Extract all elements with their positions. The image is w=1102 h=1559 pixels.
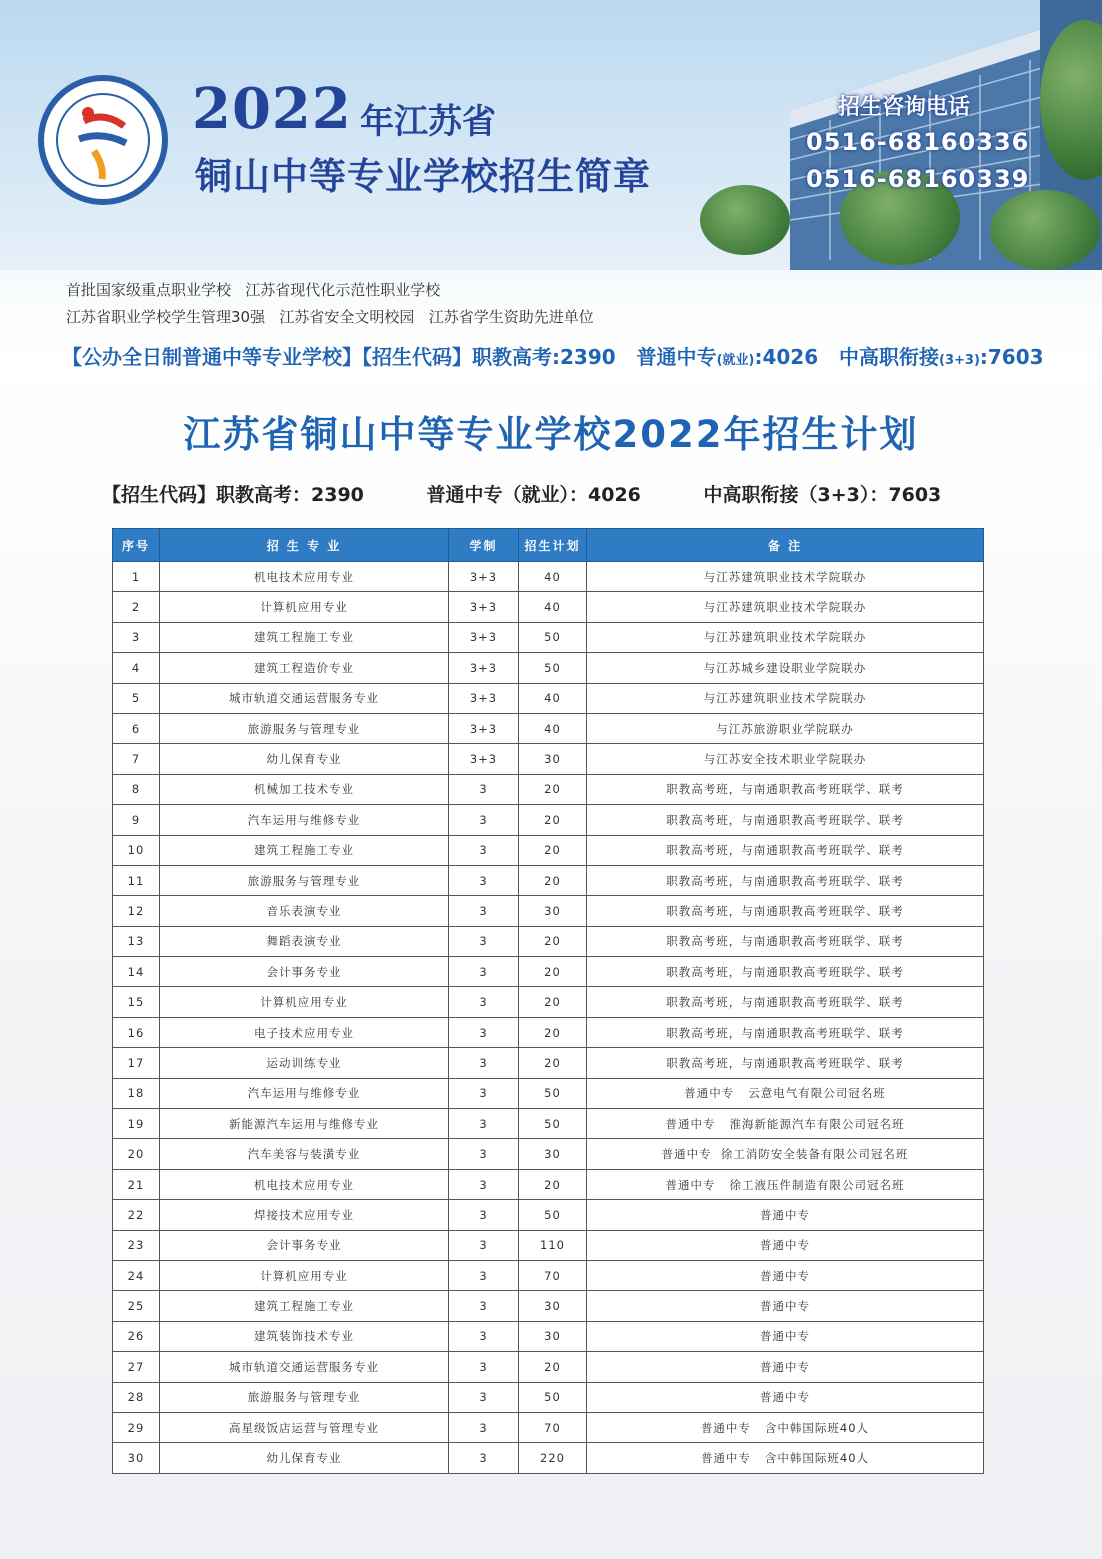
code-line-part-3: :7603	[979, 345, 1044, 369]
cell-major: 汽车运用与维修专业	[160, 805, 449, 835]
plan-codes	[102, 480, 997, 507]
cell-index: 11	[113, 865, 160, 895]
cell-index: 1	[113, 562, 160, 592]
cell-major: 焊接技术应用专业	[160, 1200, 449, 1230]
code-line-part-1: 【公办全日制普通中等专业学校】【招生代码】职教高考:2390 普通中专	[62, 345, 717, 369]
cell-quota: 20	[519, 1169, 587, 1199]
cell-index: 23	[113, 1230, 160, 1260]
title-year: 2022	[192, 76, 352, 142]
plan-title: 江苏省铜山中等专业学校2022年招生计划	[183, 413, 919, 456]
cell-remarks: 普通中专 淮海新能源汽车有限公司冠名班	[587, 1109, 984, 1139]
code-line-small-1: (就业)	[716, 353, 755, 368]
cell-quota: 30	[519, 744, 587, 774]
table-row	[113, 1169, 984, 1199]
table-row	[113, 1078, 984, 1108]
cell-remarks: 职教高考班，与南通职教高考班联学、联考	[587, 865, 984, 895]
cell-major: 汽车美容与装潢专业	[160, 1139, 449, 1169]
cell-major: 高星级饭店运营与管理专业	[160, 1412, 449, 1442]
cell-index: 21	[113, 1169, 160, 1199]
cell-major: 幼儿保育专业	[160, 1443, 449, 1473]
cell-quota: 40	[519, 562, 587, 592]
cell-quota: 20	[519, 926, 587, 956]
table-row	[113, 805, 984, 835]
cell-duration: 3	[449, 1139, 519, 1169]
cell-quota: 50	[519, 1078, 587, 1108]
cell-quota: 20	[519, 987, 587, 1017]
table-row	[113, 1048, 984, 1078]
cell-duration: 3+3	[449, 562, 519, 592]
title-line-2: 铜山中等专业学校招生简章	[195, 155, 651, 198]
cell-duration: 3	[449, 1048, 519, 1078]
table-row	[113, 865, 984, 895]
column-header-duration: 学制	[449, 529, 519, 562]
title-line-1: 年江苏省	[360, 102, 496, 142]
cell-quota: 20	[519, 1352, 587, 1382]
cell-major: 新能源汽车运用与维修专业	[160, 1109, 449, 1139]
enrollment-code-line	[62, 341, 1044, 370]
hotline-label: 招生咨询电话	[838, 95, 971, 120]
cell-major: 城市轨道交通运营服务专业	[160, 1352, 449, 1382]
cell-duration: 3	[449, 926, 519, 956]
cell-duration: 3+3	[449, 713, 519, 743]
table-row	[113, 1352, 984, 1382]
cell-major: 会计事务专业	[160, 1230, 449, 1260]
table-row	[113, 774, 984, 804]
cell-major: 建筑工程施工专业	[160, 1291, 449, 1321]
cell-duration: 3	[449, 1230, 519, 1260]
code-line-small-2: (3+3)	[939, 353, 980, 368]
table-row	[113, 835, 984, 865]
cell-remarks: 与江苏建筑职业技术学院联办	[587, 562, 984, 592]
cell-duration: 3	[449, 1321, 519, 1351]
plan-code-3plus3: 中高职衔接（3+3）：7603	[703, 484, 942, 506]
cell-index: 17	[113, 1048, 160, 1078]
cell-index: 19	[113, 1109, 160, 1139]
cell-quota: 50	[519, 1200, 587, 1230]
cell-remarks: 普通中专	[587, 1352, 984, 1382]
cell-remarks: 普通中专	[587, 1382, 984, 1412]
cell-quota: 70	[519, 1412, 587, 1442]
enrollment-plan-table	[112, 528, 984, 1474]
cell-remarks: 普通中专	[587, 1200, 984, 1230]
cell-duration: 3+3	[449, 622, 519, 652]
table-row	[113, 957, 984, 987]
cell-duration: 3	[449, 1352, 519, 1382]
cell-quota: 20	[519, 774, 587, 804]
cell-remarks: 职教高考班，与南通职教高考班联学、联考	[587, 957, 984, 987]
cell-major: 会计事务专业	[160, 957, 449, 987]
cell-index: 4	[113, 653, 160, 683]
cell-major: 城市轨道交通运营服务专业	[160, 683, 449, 713]
table-row	[113, 744, 984, 774]
school-logo	[38, 75, 168, 205]
table-row	[113, 1230, 984, 1260]
cell-duration: 3	[449, 865, 519, 895]
cell-remarks: 普通中专 徐工消防安全装备有限公司冠名班	[587, 1139, 984, 1169]
table-row	[113, 653, 984, 683]
table-row	[113, 713, 984, 743]
cell-index: 27	[113, 1352, 160, 1382]
code-line-part-2: :4026 中高职衔接	[754, 345, 940, 369]
plan-code-vocational: 【招生代码】职教高考：2390	[102, 484, 364, 506]
table-row	[113, 562, 984, 592]
cell-major: 汽车运用与维修专业	[160, 1078, 449, 1108]
cell-major: 建筑装饰技术专业	[160, 1321, 449, 1351]
table-row	[113, 622, 984, 652]
cell-remarks: 普通中专	[587, 1321, 984, 1351]
cell-major: 电子技术应用专业	[160, 1017, 449, 1047]
cell-major: 计算机应用专业	[160, 592, 449, 622]
cell-index: 16	[113, 1017, 160, 1047]
cell-remarks: 职教高考班，与南通职教高考班联学、联考	[587, 835, 984, 865]
cell-quota: 220	[519, 1443, 587, 1473]
cell-major: 音乐表演专业	[160, 896, 449, 926]
cell-remarks: 职教高考班，与南通职教高考班联学、联考	[587, 774, 984, 804]
cell-index: 3	[113, 622, 160, 652]
cell-major: 机械加工技术专业	[160, 774, 449, 804]
table-row	[113, 987, 984, 1017]
cell-remarks: 普通中专	[587, 1260, 984, 1290]
cell-index: 6	[113, 713, 160, 743]
cell-quota: 30	[519, 1321, 587, 1351]
cell-quota: 50	[519, 1109, 587, 1139]
cell-index: 25	[113, 1291, 160, 1321]
cell-index: 13	[113, 926, 160, 956]
cell-duration: 3	[449, 1382, 519, 1412]
table-row	[113, 683, 984, 713]
table-row	[113, 896, 984, 926]
cell-index: 8	[113, 774, 160, 804]
cell-major: 机电技术应用专业	[160, 1169, 449, 1199]
cell-quota: 30	[519, 1139, 587, 1169]
cell-quota: 50	[519, 1382, 587, 1412]
column-header-quota: 招生计划	[519, 529, 587, 562]
cell-index: 7	[113, 744, 160, 774]
cell-index: 30	[113, 1443, 160, 1473]
cell-duration: 3	[449, 1291, 519, 1321]
cell-major: 计算机应用专业	[160, 987, 449, 1017]
table-row	[113, 1260, 984, 1290]
cell-remarks: 职教高考班，与南通职教高考班联学、联考	[587, 987, 984, 1017]
table-header-row	[113, 529, 984, 562]
cell-quota: 50	[519, 653, 587, 683]
tree-decoration	[990, 190, 1100, 270]
cell-remarks: 职教高考班，与南通职教高考班联学、联考	[587, 805, 984, 835]
cell-quota: 20	[519, 957, 587, 987]
cell-remarks: 普通中专 含中韩国际班40人	[587, 1412, 984, 1442]
cell-remarks: 与江苏建筑职业技术学院联办	[587, 622, 984, 652]
cell-major: 建筑工程造价专业	[160, 653, 449, 683]
cell-remarks: 职教高考班，与南通职教高考班联学、联考	[587, 896, 984, 926]
cell-remarks: 普通中专 含中韩国际班40人	[587, 1443, 984, 1473]
cell-major: 旅游服务与管理专业	[160, 865, 449, 895]
cell-index: 20	[113, 1139, 160, 1169]
cell-major: 建筑工程施工专业	[160, 835, 449, 865]
cell-duration: 3	[449, 957, 519, 987]
cell-index: 18	[113, 1078, 160, 1108]
table-row	[113, 1412, 984, 1442]
cell-duration: 3	[449, 774, 519, 804]
table-row	[113, 1291, 984, 1321]
cell-duration: 3	[449, 1017, 519, 1047]
cell-index: 5	[113, 683, 160, 713]
cell-duration: 3	[449, 1260, 519, 1290]
table-row	[113, 1017, 984, 1047]
cell-quota: 110	[519, 1230, 587, 1260]
cell-remarks: 与江苏建筑职业技术学院联办	[587, 592, 984, 622]
cell-index: 29	[113, 1412, 160, 1442]
cell-quota: 20	[519, 835, 587, 865]
cell-quota: 50	[519, 622, 587, 652]
cell-remarks: 普通中专 徐工液压件制造有限公司冠名班	[587, 1169, 984, 1199]
column-header-remarks: 备 注	[587, 529, 984, 562]
column-header-index: 序号	[113, 529, 160, 562]
table-row	[113, 592, 984, 622]
cell-major: 运动训练专业	[160, 1048, 449, 1078]
cell-index: 10	[113, 835, 160, 865]
cell-remarks: 与江苏安全技术职业学院联办	[587, 744, 984, 774]
cell-index: 9	[113, 805, 160, 835]
table-row	[113, 1321, 984, 1351]
cell-duration: 3	[449, 1412, 519, 1442]
column-header-major: 招 生 专 业	[160, 529, 449, 562]
cell-major: 计算机应用专业	[160, 1260, 449, 1290]
cell-major: 舞蹈表演专业	[160, 926, 449, 956]
cell-major: 幼儿保育专业	[160, 744, 449, 774]
cell-quota: 30	[519, 896, 587, 926]
cell-quota: 40	[519, 683, 587, 713]
header-banner	[0, 0, 1102, 270]
cell-quota: 20	[519, 805, 587, 835]
cell-remarks: 职教高考班，与南通职教高考班联学、联考	[587, 926, 984, 956]
table-body	[113, 562, 984, 1474]
cell-duration: 3	[449, 1078, 519, 1108]
table-row	[113, 1382, 984, 1412]
cell-remarks: 普通中专	[587, 1291, 984, 1321]
cell-major: 旅游服务与管理专业	[160, 1382, 449, 1412]
cell-duration: 3+3	[449, 683, 519, 713]
cell-index: 12	[113, 896, 160, 926]
cell-quota: 40	[519, 713, 587, 743]
cell-quota: 40	[519, 592, 587, 622]
hotline-number-2: 0516-68160339	[806, 165, 1030, 193]
cell-quota: 20	[519, 1017, 587, 1047]
cell-remarks: 职教高考班，与南通职教高考班联学、联考	[587, 1048, 984, 1078]
table-row	[113, 926, 984, 956]
cell-index: 28	[113, 1382, 160, 1412]
cell-remarks: 与江苏城乡建设职业学院联办	[587, 653, 984, 683]
cell-duration: 3+3	[449, 592, 519, 622]
logo-emblem-icon	[44, 81, 162, 199]
tree-decoration	[700, 185, 790, 255]
cell-quota: 20	[519, 865, 587, 895]
cell-duration: 3	[449, 896, 519, 926]
cell-major: 建筑工程施工专业	[160, 622, 449, 652]
cell-index: 2	[113, 592, 160, 622]
table-row	[113, 1443, 984, 1473]
cell-duration: 3	[449, 1200, 519, 1230]
table-row	[113, 1200, 984, 1230]
hotline-number-1: 0516-68160336	[806, 128, 1030, 156]
cell-index: 22	[113, 1200, 160, 1230]
cell-duration: 3	[449, 987, 519, 1017]
honors-line-2: 江苏省职业学校学生管理30强 江苏省安全文明校园 江苏省学生资助先进单位	[66, 308, 594, 326]
cell-remarks: 普通中专 云意电气有限公司冠名班	[587, 1078, 984, 1108]
cell-duration: 3	[449, 1169, 519, 1199]
cell-index: 24	[113, 1260, 160, 1290]
plan-code-general: 普通中专（就业）：4026	[426, 484, 641, 506]
table-row	[113, 1139, 984, 1169]
cell-index: 14	[113, 957, 160, 987]
cell-remarks: 职教高考班，与南通职教高考班联学、联考	[587, 1017, 984, 1047]
cell-duration: 3	[449, 1443, 519, 1473]
cell-duration: 3	[449, 835, 519, 865]
cell-remarks: 与江苏建筑职业技术学院联办	[587, 683, 984, 713]
cell-index: 26	[113, 1321, 160, 1351]
cell-duration: 3	[449, 1109, 519, 1139]
cell-remarks: 普通中专	[587, 1230, 984, 1260]
table-row	[113, 1109, 984, 1139]
cell-major: 机电技术应用专业	[160, 562, 449, 592]
cell-quota: 20	[519, 1048, 587, 1078]
cell-index: 15	[113, 987, 160, 1017]
cell-duration: 3+3	[449, 744, 519, 774]
cell-duration: 3	[449, 805, 519, 835]
cell-quota: 30	[519, 1291, 587, 1321]
cell-quota: 70	[519, 1260, 587, 1290]
cell-remarks: 与江苏旅游职业学院联办	[587, 713, 984, 743]
honors-line-1: 首批国家级重点职业学校 江苏省现代化示范性职业学校	[66, 281, 441, 299]
cell-duration: 3+3	[449, 653, 519, 683]
cell-major: 旅游服务与管理专业	[160, 713, 449, 743]
